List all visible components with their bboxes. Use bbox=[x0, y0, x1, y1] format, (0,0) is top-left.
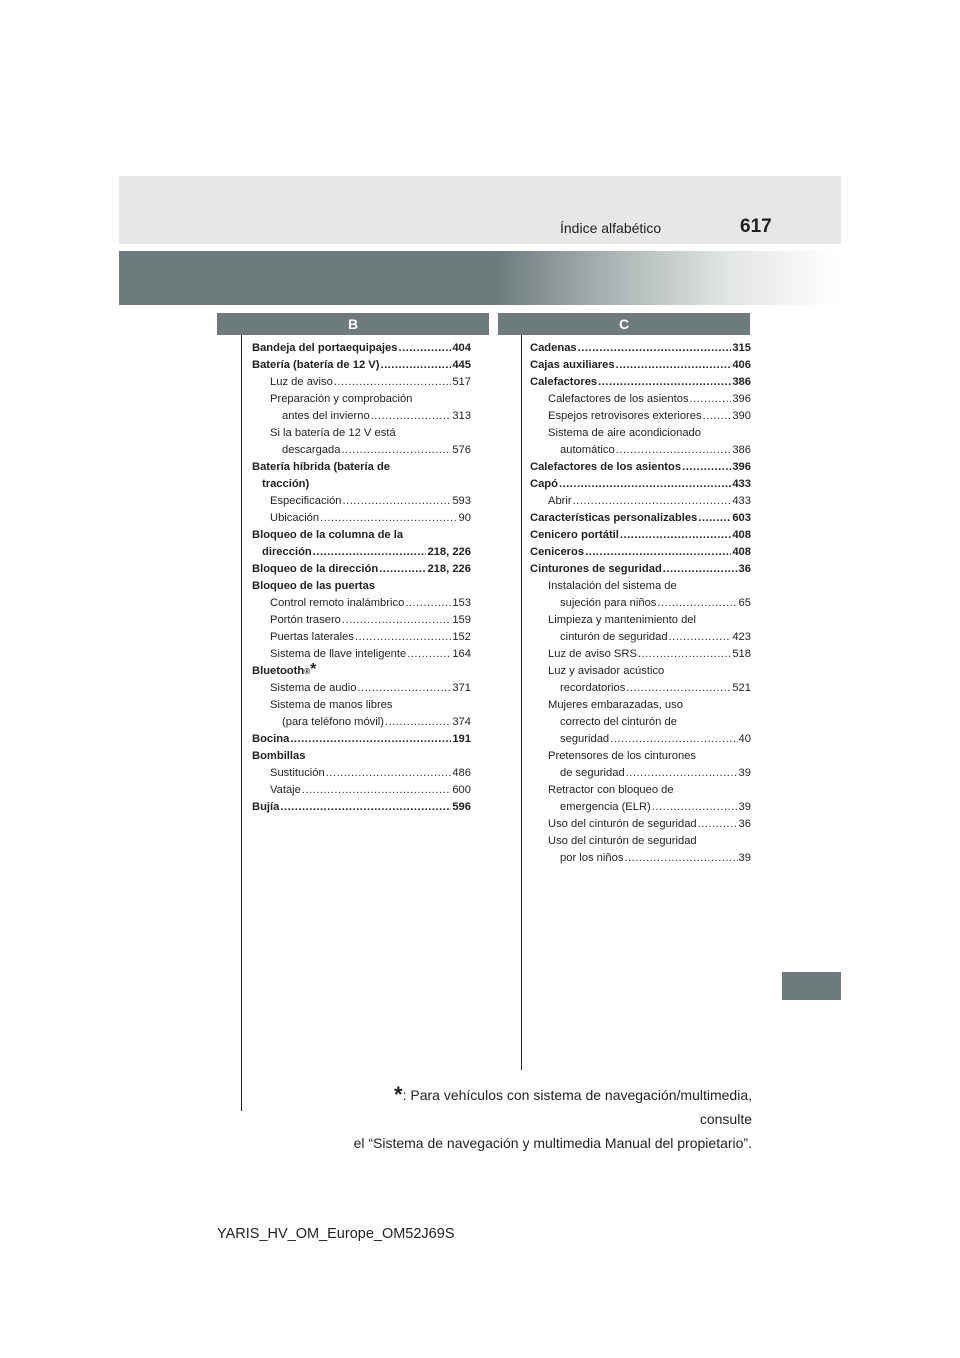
index-entry bbox=[530, 425, 751, 442]
index-entry-term: Bluetooth bbox=[252, 665, 305, 677]
index-entry-term: Cinturones de seguridad bbox=[530, 563, 662, 575]
index-entry-page: 39 bbox=[738, 767, 751, 779]
index-entry bbox=[530, 629, 751, 646]
index-entry-term: Limpieza y mantenimiento del bbox=[548, 614, 696, 626]
index-entry-page: 576 bbox=[452, 444, 471, 456]
index-entry bbox=[530, 646, 751, 663]
index-entry-term: Bloqueo de la dirección bbox=[252, 563, 379, 575]
index-entry bbox=[530, 408, 751, 425]
index-entry bbox=[252, 391, 471, 408]
index-entry bbox=[530, 527, 751, 544]
dot-leader bbox=[626, 765, 738, 782]
index-entry-term: Luz y avisador acústico bbox=[548, 665, 665, 677]
index-entry bbox=[252, 459, 471, 476]
index-entry-term: Batería híbrida (batería de bbox=[252, 461, 391, 473]
index-entry-term: Si la batería de 12 V está bbox=[270, 427, 396, 439]
dot-leader bbox=[398, 340, 451, 357]
index-entry-page: 159 bbox=[452, 614, 471, 626]
index-entry bbox=[252, 544, 471, 561]
index-entry-term: Bombillas bbox=[252, 750, 306, 762]
dot-leader bbox=[357, 680, 451, 697]
index-entry-term: Bandeja del portaequipajes bbox=[252, 342, 398, 354]
index-entry-term: Cadenas bbox=[530, 342, 577, 354]
dot-leader bbox=[343, 493, 452, 510]
dot-leader bbox=[326, 765, 452, 782]
index-entry-term: Puertas laterales bbox=[270, 631, 354, 643]
index-entry bbox=[530, 544, 751, 561]
dot-leader bbox=[280, 799, 451, 816]
index-entry-page: 153 bbox=[452, 597, 471, 609]
footnote bbox=[340, 1083, 752, 1155]
index-entry-term: Batería (batería de 12 V) bbox=[252, 359, 380, 371]
index-entry bbox=[252, 374, 471, 391]
index-entry bbox=[252, 527, 471, 544]
index-entry-term: Cajas auxiliares bbox=[530, 359, 615, 371]
index-entry bbox=[530, 697, 751, 714]
header-band bbox=[119, 176, 841, 244]
index-entry-term: descargada bbox=[282, 444, 341, 456]
index-entry bbox=[252, 408, 471, 425]
index-entry bbox=[530, 357, 751, 374]
dot-leader bbox=[559, 476, 731, 493]
dot-leader bbox=[573, 493, 732, 510]
dot-leader bbox=[626, 680, 731, 697]
dot-leader bbox=[302, 782, 451, 799]
index-entry bbox=[252, 510, 471, 527]
index-entry bbox=[530, 493, 751, 510]
index-entry bbox=[252, 646, 471, 663]
dot-leader bbox=[355, 629, 451, 646]
index-entry-page: 36 bbox=[738, 818, 751, 830]
page-number: 617 bbox=[740, 216, 772, 237]
index-entry bbox=[530, 459, 751, 476]
index-entry-term: Especificación bbox=[270, 495, 342, 507]
index-entry-page: 386 bbox=[732, 376, 751, 388]
index-entry-term: dirección bbox=[262, 546, 312, 558]
dot-leader bbox=[320, 510, 457, 527]
index-entry bbox=[252, 799, 471, 816]
dot-leader bbox=[616, 357, 732, 374]
dot-leader bbox=[380, 357, 451, 374]
index-entry-term: Bocina bbox=[252, 733, 290, 745]
index-entry-term: Sustitución bbox=[270, 767, 325, 779]
chapter-side-tab bbox=[782, 972, 841, 1000]
dot-leader bbox=[698, 816, 738, 833]
index-entry-term: automático bbox=[560, 444, 615, 456]
dot-leader bbox=[379, 561, 426, 578]
index-entry-term: antes del invierno bbox=[282, 410, 370, 422]
index-entry bbox=[252, 578, 471, 595]
index-entry-term: Luz de aviso bbox=[270, 376, 333, 388]
index-entry-page: 521 bbox=[732, 682, 751, 694]
index-entry-term: Sistema de audio bbox=[270, 682, 357, 694]
index-entry bbox=[252, 425, 471, 442]
index-entry-page: 433 bbox=[732, 495, 751, 507]
index-entry-term: Instalación del sistema de bbox=[548, 580, 677, 592]
index-entry bbox=[252, 680, 471, 697]
section-title: Índice alfabético bbox=[560, 220, 662, 236]
index-entry bbox=[530, 391, 751, 408]
index-entry-page: 433 bbox=[732, 478, 751, 490]
index-entry-page: 371 bbox=[452, 682, 471, 694]
index-entry-term: Sistema de llave inteligente bbox=[270, 648, 407, 660]
index-entry-term: (para teléfono móvil) bbox=[282, 716, 384, 728]
dot-leader bbox=[616, 442, 732, 459]
dot-leader bbox=[703, 408, 732, 425]
index-entry-page: 593 bbox=[452, 495, 471, 507]
index-entry-term: Mujeres embarazadas, uso bbox=[548, 699, 683, 711]
letter-header-c: C bbox=[498, 313, 750, 335]
index-entry-term: Portón trasero bbox=[270, 614, 341, 626]
dot-leader bbox=[698, 510, 731, 527]
index-entry-term: Características personalizables bbox=[530, 512, 698, 524]
column-rule-middle bbox=[521, 335, 522, 1070]
index-entry-page: 218, 226 bbox=[427, 563, 471, 575]
dot-leader bbox=[598, 374, 731, 391]
index-entry-page: 517 bbox=[452, 376, 471, 388]
index-entry bbox=[530, 561, 751, 578]
index-entry bbox=[530, 731, 751, 748]
index-entry bbox=[252, 629, 471, 646]
index-entry bbox=[530, 510, 751, 527]
index-entry-term: Calefactores de los asientos bbox=[548, 393, 689, 405]
index-entry-page: 445 bbox=[452, 359, 471, 371]
index-entry-page: 90 bbox=[458, 512, 471, 524]
index-entry-term: Bloqueo de las puertas bbox=[252, 580, 376, 592]
index-entry bbox=[530, 595, 751, 612]
index-entry bbox=[530, 578, 751, 595]
document-id: YARIS_HV_OM_Europe_OM52J69S bbox=[217, 1226, 455, 1242]
index-entry bbox=[252, 561, 471, 578]
index-entry-page: 218, 226 bbox=[427, 546, 471, 558]
index-entry bbox=[252, 697, 471, 714]
index-entry bbox=[530, 340, 751, 357]
dot-leader bbox=[669, 629, 732, 646]
index-entry-page: 518 bbox=[732, 648, 751, 660]
column-rule-left bbox=[241, 335, 242, 1111]
index-entry bbox=[530, 663, 751, 680]
dot-leader bbox=[657, 595, 737, 612]
index-entry-page: 374 bbox=[452, 716, 471, 728]
index-entry-term: Espejos retrovisores exteriores bbox=[548, 410, 702, 422]
index-entry-term: por los niños bbox=[560, 852, 624, 864]
index-entry: Bluetooth ® * bbox=[252, 661, 317, 678]
index-entry-term: Calefactores bbox=[530, 376, 598, 388]
index-entry bbox=[252, 748, 471, 765]
index-entry-page: 39 bbox=[738, 852, 751, 864]
decorative-gradient-band bbox=[119, 251, 841, 305]
index-entry-page: 39 bbox=[738, 801, 751, 813]
index-entry-term: Bloqueo de la columna de la bbox=[252, 529, 404, 541]
index-entry bbox=[252, 493, 471, 510]
dot-leader bbox=[663, 561, 738, 578]
index-entry bbox=[530, 833, 751, 850]
index-entry bbox=[530, 714, 751, 731]
index-entry-page: 164 bbox=[452, 648, 471, 660]
index-entry bbox=[530, 680, 751, 697]
index-entry-page: 390 bbox=[732, 410, 751, 422]
index-entry-page: 315 bbox=[732, 342, 751, 354]
index-entry-term: Bujía bbox=[252, 801, 280, 813]
index-entry-term: Sistema de manos libres bbox=[270, 699, 393, 711]
index-entry-page: 408 bbox=[732, 529, 751, 541]
index-entry bbox=[530, 748, 751, 765]
dot-leader bbox=[585, 544, 731, 561]
dot-leader bbox=[610, 731, 737, 748]
index-entry bbox=[530, 850, 751, 867]
index-entry-page: 408 bbox=[732, 546, 751, 558]
dot-leader bbox=[690, 391, 732, 408]
dot-leader bbox=[638, 646, 731, 663]
dot-leader bbox=[620, 527, 731, 544]
dot-leader bbox=[624, 850, 737, 867]
index-entry bbox=[252, 340, 471, 357]
index-entry bbox=[530, 476, 751, 493]
index-entry bbox=[252, 612, 471, 629]
index-entry-page: 396 bbox=[732, 461, 751, 473]
index-entry-term: Retractor con bloqueo de bbox=[548, 784, 674, 796]
dot-leader bbox=[290, 731, 451, 748]
index-entry-term: Abrir bbox=[548, 495, 572, 507]
index-entry bbox=[252, 765, 471, 782]
dot-leader bbox=[341, 442, 451, 459]
dot-leader bbox=[578, 340, 732, 357]
index-entry bbox=[530, 612, 751, 629]
index-entry bbox=[530, 374, 751, 391]
index-entry-term: Uso del cinturón de seguridad bbox=[548, 835, 697, 847]
index-entry-page: 313 bbox=[452, 410, 471, 422]
index-entry-term: recordatorios bbox=[560, 682, 626, 694]
index-entry-term: Preparación y comprobación bbox=[270, 393, 413, 405]
index-entry-page: 406 bbox=[732, 359, 751, 371]
index-entry-page: 596 bbox=[452, 801, 471, 813]
dot-leader bbox=[652, 799, 738, 816]
index-entry-page: 486 bbox=[452, 767, 471, 779]
index-entry bbox=[530, 816, 751, 833]
index-entry-term: sujeción para niños bbox=[560, 597, 657, 609]
dot-leader bbox=[371, 408, 452, 425]
index-entry bbox=[252, 476, 471, 493]
index-entry-page: 386 bbox=[732, 444, 751, 456]
index-entry-term: Ubicación bbox=[270, 512, 320, 524]
dot-leader bbox=[407, 646, 451, 663]
index-entry-term: Pretensores de los cinturones bbox=[548, 750, 697, 762]
index-entry-page: 65 bbox=[738, 597, 751, 609]
index-entry-term: correcto del cinturón de bbox=[560, 716, 677, 728]
dot-leader bbox=[385, 714, 451, 731]
index-entry-page: 423 bbox=[732, 631, 751, 643]
index-entry-term: Cenicero portátil bbox=[530, 529, 619, 541]
dot-leader bbox=[313, 544, 427, 561]
index-entry-page: 600 bbox=[452, 784, 471, 796]
index-entry-term: tracción) bbox=[262, 478, 310, 490]
index-entry-term: Ceniceros bbox=[530, 546, 585, 558]
index-entry bbox=[530, 765, 751, 782]
index-entry-term: Capó bbox=[530, 478, 558, 490]
index-entry bbox=[252, 782, 471, 799]
index-entry-page: 404 bbox=[452, 342, 471, 354]
index-entry-term: Sistema de aire acondicionado bbox=[548, 427, 701, 439]
dot-leader bbox=[334, 374, 452, 391]
index-entry-term: Calefactores de los asientos bbox=[530, 461, 682, 473]
index-entry-page: 191 bbox=[452, 733, 471, 745]
index-entry-term: cinturón de seguridad bbox=[560, 631, 668, 643]
index-entry-term: Uso del cinturón de seguridad bbox=[548, 818, 697, 830]
index-entry bbox=[530, 782, 751, 799]
footnote-star: * bbox=[394, 1082, 403, 1107]
index-entry-page: 603 bbox=[732, 512, 751, 524]
index-entry-term: Vataje bbox=[270, 784, 301, 796]
footnote-line-2: el “Sistema de navegación y multimedia Manual del propietario”. bbox=[353, 1135, 752, 1151]
index-entry-page: 40 bbox=[738, 733, 751, 745]
index-entry-page: 36 bbox=[738, 563, 751, 575]
footnote-line-1: : Para vehículos con sistema de navegación/multimedia, consulte bbox=[402, 1087, 752, 1127]
index-column-b bbox=[252, 340, 471, 816]
index-entry-term: Control remoto inalámbrico bbox=[270, 597, 405, 609]
dot-leader bbox=[405, 595, 451, 612]
index-entry-page: 152 bbox=[452, 631, 471, 643]
index-entry-term: de seguridad bbox=[560, 767, 625, 779]
index-entry bbox=[252, 595, 471, 612]
index-entry bbox=[252, 731, 471, 748]
index-entry bbox=[252, 714, 471, 731]
index-entry bbox=[530, 799, 751, 816]
letter-header-b: B bbox=[217, 313, 489, 335]
index-entry bbox=[252, 357, 471, 374]
index-entry-term: Luz de aviso SRS bbox=[548, 648, 637, 660]
dot-leader bbox=[342, 612, 451, 629]
index-entry-page: 396 bbox=[732, 393, 751, 405]
index-entry bbox=[530, 442, 751, 459]
index-column-c bbox=[530, 340, 751, 867]
dot-leader bbox=[682, 459, 731, 476]
index-entry bbox=[252, 442, 471, 459]
index-entry-term: seguridad bbox=[560, 733, 610, 745]
index-entry-term: emergencia (ELR) bbox=[560, 801, 651, 813]
